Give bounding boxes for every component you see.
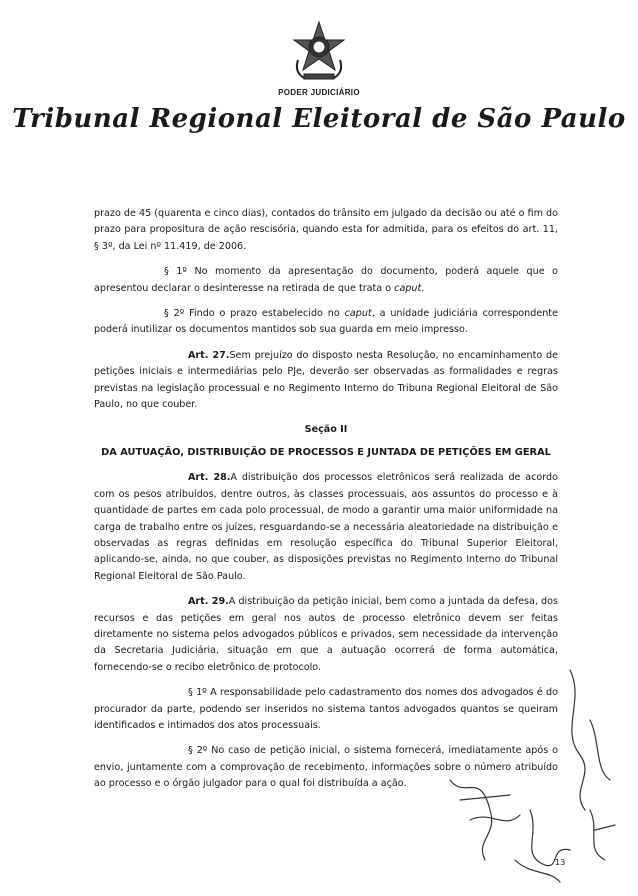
caput-term: caput	[344, 308, 372, 320]
paragraph-text: , a unidade judiciária correspondente poderá inutilizar os documentos mantidos sob sua guarda em meio impresso.	[94, 308, 558, 336]
paragraph-text: § 1º No momento da apresentação do documento, poderá aquele que o apresentou declarar o desinteresse na retirada de que trata o	[94, 266, 558, 294]
caput-term: caput	[394, 282, 422, 294]
article-29-par2: § 2º No caso de petição inicial, o sistema fornecerá, imediatamente após o envio, juntamente com a comprovação de recebimento, informações sobre o número atribuído ao processo e o órgão julgador para o qual foi distribuída a ação.	[94, 745, 558, 790]
article-label: Art. 27.	[188, 349, 230, 361]
court-name: Tribunal Regional Eleitoral de São Paulo	[12, 104, 626, 134]
brazil-coat-of-arms-icon	[290, 20, 348, 82]
organization-name: PODER JUDICIÁRIO	[278, 88, 360, 97]
article-label: Art. 28.	[188, 472, 231, 484]
paragraph-art26-par1	[94, 264, 558, 297]
paragraph-art26-par2	[94, 306, 558, 339]
page-number: 13	[555, 858, 566, 867]
article-text: A distribuição dos processos eletrônicos será realizada de acordo com os pesos atribuídos, dentre outros, às classes processuais, aos assuntos do processo e à quantidade de partes em cada polo processual, de modo a garantir uma maior uniformidade na carga de trabalho entre os juízes, resguardando-se a necessária aleatoriedade na distribuição e observadas as regras definidas em resolução específica do Tribunal Superior Eleitoral, aplicando-se, ainda, no que couber, as disposições previstas no Regimento Interno do Tribunal Regional Eleitoral de São Paulo.	[94, 472, 558, 582]
paragraph-text: § 2º Findo o prazo estabelecido no	[164, 308, 340, 320]
article-label: Art. 29.	[188, 596, 229, 608]
article-27	[94, 348, 558, 414]
article-28	[94, 470, 558, 585]
article-text: Sem prejuízo do disposto nesta Resolução, no encaminhamento de petições iniciais e intermediárias pelo PJe, deverão ser observadas as formalidades e regras previstas na legislação processual e no Regimento Interno do Tribuna Regional Eleitoral de São Paulo, no que couber.	[94, 349, 558, 411]
section-label: Seção II	[304, 424, 348, 436]
section-title: DA AUTUAÇÃO, DISTRIBUIÇÃO DE PROCESSOS E JUNTADA DE PETIÇÕES EM GERAL	[101, 446, 551, 458]
handwritten-signatures	[420, 660, 620, 890]
article-text: A distribuição da petição inicial, bem como a juntada da defesa, dos recursos e das petições em geral nos autos de processo eletrônico devem ser feitas diretamente no sistema pelos advogados públicos e privados, sem necessidade da intervenção da Secretaria Judiciária, situação em que a autuação ocorrerá de forma automática, fornecendo-se o recibo eletrônico de protocolo.	[94, 596, 558, 673]
article-29-par1: § 1º A responsabilidade pelo cadastramento dos nomes dos advogados é do procurador da parte, podendo ser inseridos no sistema tantos advogados quantos se queiram identificados e intimados dos atos processuais.	[94, 687, 558, 731]
paragraph-end: .	[421, 282, 425, 294]
paragraph-continuation: prazo de 45 (quarenta e cinco dias), contados do trânsito em julgado da decisão ou até o fim do prazo para propositura de ação rescisória, quando esta for admitida, para os efeitos do art. 11, § 3º, da Lei nº 11.419, de 2006.	[94, 208, 558, 252]
